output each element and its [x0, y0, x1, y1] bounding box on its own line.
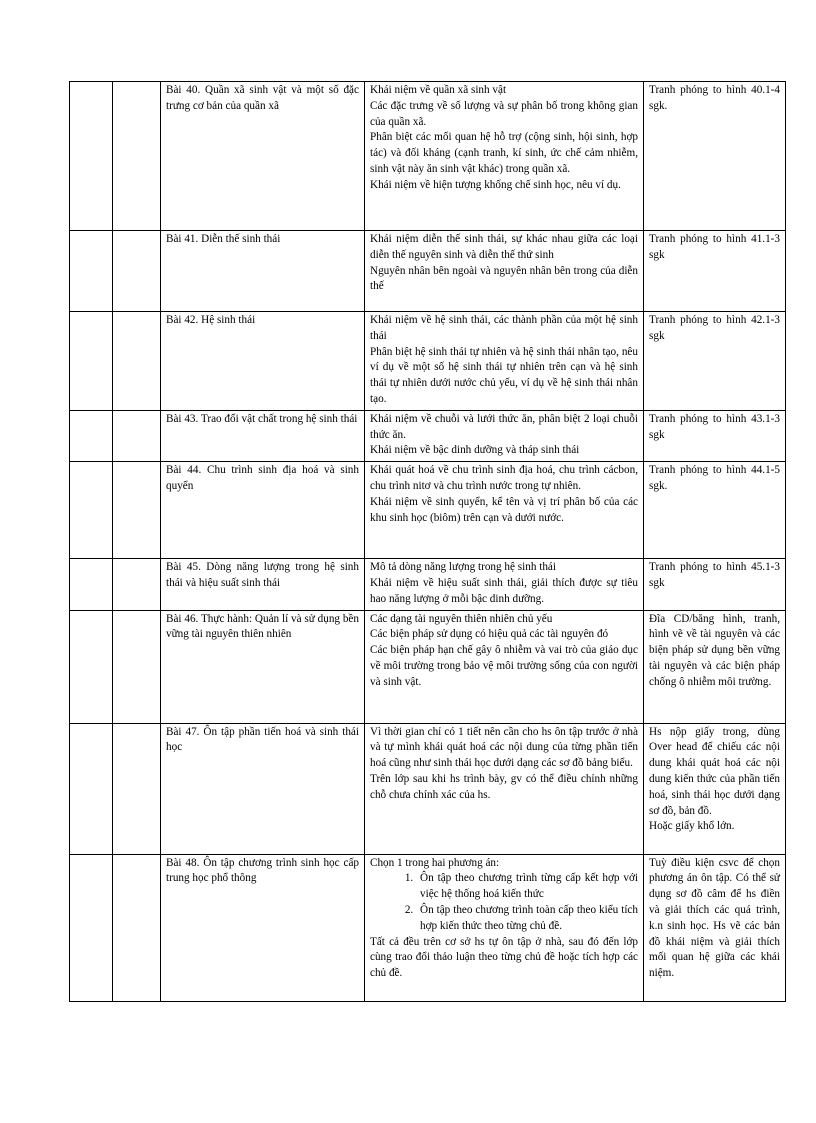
table-row: [70, 231, 786, 312]
curriculum-table: [69, 81, 786, 1002]
materials-cell: Tranh phóng to hình 43.1-3 sgk: [644, 410, 786, 461]
week-cell: [70, 231, 113, 312]
content-line: Các biện pháp hạn chế gây ô nhiễm và vai trò của giáo dục về môi trường trong bảo vệ môi trường sống của con người và sinh vật.: [370, 644, 638, 688]
period-cell: [113, 231, 161, 312]
materials-cell: Tranh phóng to hình 42.1-3 sgk: [644, 312, 786, 411]
period-cell: [113, 854, 161, 1001]
lesson-cell: Bài 40. Quần xã sinh vật và một số đặc trưng cơ bản của quần xã: [161, 82, 365, 231]
content-cell: [365, 610, 644, 723]
content-line: Khái niệm diễn thế sinh thái, sự khác nhau giữa các loại diễn thế nguyên sinh và diễn thế thứ sinh: [370, 233, 638, 261]
lesson-cell: Bài 42. Hệ sinh thái: [161, 312, 365, 411]
week-cell: [70, 462, 113, 559]
table-row: [70, 559, 786, 610]
content-line: Các biện pháp sử dụng có hiệu quả các tài nguyên đó: [370, 628, 609, 641]
table-row: [70, 82, 786, 231]
content-line: Tất cả đều trên cơ sở hs tự ôn tập ở nhà, sau đó đến lớp cùng trao đổi thảo luận theo từng chủ đề hoặc tích hợp các chủ đề.: [370, 935, 638, 980]
lesson-cell: Bài 47. Ôn tập phần tiến hoá và sinh thái học: [161, 723, 365, 854]
content-line: Vì thời gian chỉ có 1 tiết nên cần cho hs ôn tập trước ở nhà và tự mình khái quát hoá các nội dung của từng phần tiến hoá cũng như sinh thái học dưới dạng các sơ đồ bảng biểu.: [370, 725, 638, 770]
content-line: Các đặc trưng về số lượng và sự phân bố trong không gian của quần xã.: [370, 99, 638, 128]
period-cell: [113, 410, 161, 461]
content-cell: [365, 723, 644, 854]
materials-cell: Tranh phóng to hình 40.1-4 sgk.: [644, 82, 786, 231]
period-cell: [113, 82, 161, 231]
materials-cell: Tranh phóng to hình 45.1-3 sgk: [644, 559, 786, 610]
table-row: [70, 854, 786, 1001]
week-cell: [70, 854, 113, 1001]
lesson-cell: Bài 41. Diễn thế sinh thái: [161, 231, 365, 312]
materials-cell: Tranh phóng to hình 41.1-3 sgk: [644, 231, 786, 312]
table-row: [70, 312, 786, 411]
materials-cell: [644, 723, 786, 854]
content-line: Khái niệm về hệ sinh thái, các thành phần của một hệ sinh thái: [370, 314, 638, 342]
content-cell: [365, 312, 644, 411]
content-line: Phân biệt các mối quan hệ hỗ trợ (cộng sinh, hội sinh, hợp tác) và đối kháng (cạnh tranh, kí sinh, ức chế cảm nhiễm, sinh vật này ăn sinh vật khác) trong quần xã.: [370, 131, 638, 175]
period-cell: [113, 610, 161, 723]
week-cell: [70, 559, 113, 610]
week-cell: [70, 312, 113, 411]
table-row: [70, 462, 786, 559]
week-cell: [70, 610, 113, 723]
period-cell: [113, 559, 161, 610]
content-line: Các dạng tài nguyên thiên nhiên chủ yếu: [370, 612, 553, 625]
materials-line: Hs nộp giấy trong, dùng Over head để chiếu các nội dung khái quát hoá các nội dung kiến thức của phần tiến hoá, sinh thái học dưới dạng sơ đồ, bản đồ.: [649, 725, 780, 817]
period-cell: [113, 312, 161, 411]
content-line: Phân biệt hệ sinh thái tự nhiên và hệ sinh thái nhân tạo, nêu ví dụ về một số hệ sinh thái tự nhiên trên cạn và hệ sinh thái tự nhiên dưới nước chủ yếu, ví dụ về hệ sinh thái nhân tạo.: [370, 345, 638, 405]
content-cell: [365, 231, 644, 312]
table-row: [70, 723, 786, 854]
content-line: Khái quát hoá về chu trình sinh địa hoá, chu trình cácbon, chu trình nitơ và chu trình nước trong tự nhiên.: [370, 464, 638, 492]
table-row: [70, 610, 786, 723]
materials-cell: Tuỳ điều kiện csvc để chọn phương án ôn tập. Có thể sử dụng sơ đồ câm để hs điền và giải thích các quá trình, k.n sinh học. Hs vẽ các bản đồ khái niệm và giải thích mối quan hệ giữa các khái niệm.: [644, 854, 786, 1001]
period-cell: [113, 462, 161, 559]
content-line: Khái niệm về hiện tượng khống chế sinh học, nêu ví dụ.: [370, 178, 621, 191]
week-cell: [70, 82, 113, 231]
content-cell: [365, 462, 644, 559]
materials-line: Hoặc giấy khổ lớn.: [649, 820, 735, 833]
content-cell: [365, 854, 644, 1001]
lesson-cell: Bài 46. Thực hành: Quản lí và sử dụng bền vững tài nguyên thiên nhiên: [161, 610, 365, 723]
week-cell: [70, 410, 113, 461]
content-line: Nguyên nhân bên ngoài và nguyên nhân bên trong của diễn thế: [370, 264, 638, 293]
lesson-cell: Bài 43. Trao đổi vật chất trong hệ sinh thái: [161, 410, 365, 461]
period-cell: [113, 723, 161, 854]
lesson-cell: Bài 45. Dòng năng lượng trong hệ sinh thái và hiệu suất sinh thái: [161, 559, 365, 610]
content-line: Khái niệm về chuỗi và lưới thức ăn, phân biệt 2 loại chuỗi thức ăn.: [370, 412, 638, 441]
option-list: [370, 871, 638, 934]
content-line: Trên lớp sau khi hs trình bày, gv có thể điều chỉnh những chỗ chưa chính xác của hs.: [370, 772, 638, 801]
lesson-cell: Bài 44. Chu trình sinh địa hoá và sinh quyển: [161, 462, 365, 559]
lesson-cell: Bài 48. Ôn tập chương trình sinh học cấp trung học phổ thông: [161, 854, 365, 1001]
table-row: [70, 410, 786, 461]
content-line: Khái niệm về sinh quyển, kể tên và vị trí phân bố của các khu sinh học (biôm) trên cạn và dưới nước.: [370, 495, 638, 524]
option-item: 2. Ôn tập theo chương trình toàn cấp theo kiểu tích hợp kiến thức theo từng chủ đề.: [416, 903, 638, 935]
content-line: Chọn 1 trong hai phương án:: [370, 856, 500, 869]
content-line: Khái niệm về quần xã sinh vật: [370, 84, 507, 96]
content-line: Khái niệm về bậc dinh dưỡng và tháp sinh thái: [370, 444, 580, 457]
week-cell: [70, 723, 113, 854]
option-item: 1. Ôn tập theo chương trình từng cấp kết hợp với việc hệ thống hoá kiến thức: [416, 871, 638, 903]
content-cell: [365, 410, 644, 461]
content-line: Mô tả dòng năng lượng trong hệ sinh thái: [370, 561, 556, 574]
materials-cell: Đĩa CD/băng hình, tranh, hình vẽ về tài nguyên và các biện pháp sử dụng bền vững tài nguyên và các biện pháp chống ô nhiễm môi trường.: [644, 610, 786, 723]
content-cell: [365, 559, 644, 610]
content-cell: [365, 82, 644, 231]
materials-cell: Tranh phóng to hình 44.1-5 sgk.: [644, 462, 786, 559]
content-line: Khái niệm về hiệu suất sinh thái, giải thích được sự tiêu hao năng lượng ở mỗi bậc dinh dưỡng.: [370, 576, 638, 605]
